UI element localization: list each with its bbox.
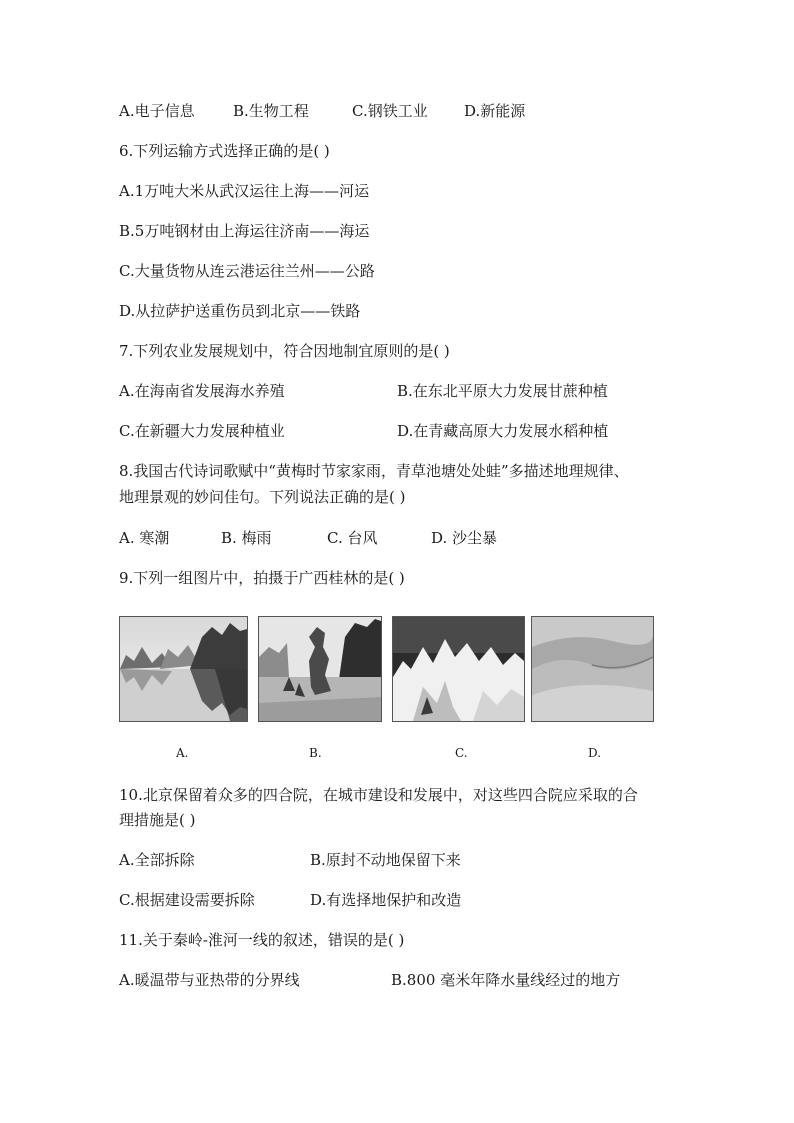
q8-stem-line-1: 8.我国古代诗词歌赋中“黄梅时节家家雨，青草池塘处处蛙”多描述地理规律、: [119, 462, 629, 480]
q11-option-b: B.800 毫米年降水量线经过的地方: [391, 971, 621, 989]
q6-option-d: D.从拉萨护送重伤员到北京——铁路: [119, 302, 361, 320]
q8-option-a: A. 寒潮: [119, 529, 170, 547]
q10-stem-line-1: 10.北京保留着众多的四合院，在城市建设和发展中，对这些四合院应采取的合: [119, 786, 638, 804]
q10-option-d: D.有选择地保护和改造: [310, 891, 462, 909]
q6-option-c: C.大量货物从连云港运往兰州——公路: [119, 262, 375, 280]
q8-option-d: D. 沙尘暴: [431, 529, 498, 547]
photo-a-karst-river: [119, 616, 248, 722]
q8-option-b: B. 梅雨: [221, 529, 272, 547]
photo-c-snow-mountain: [392, 616, 525, 722]
q6-stem: 6.下列运输方式选择正确的是( ): [119, 142, 330, 160]
q7-option-c: C.在新疆大力发展种植业: [119, 422, 285, 440]
q9-caption-b: B.: [309, 746, 322, 760]
q10-option-b: B.原封不动地保留下来: [310, 851, 461, 869]
q6-option-a: A.1万吨大米从武汉运往上海——河运: [119, 182, 370, 200]
q7-option-a: A.在海南省发展海水养殖: [119, 382, 285, 400]
q11-stem: 11.关于秦岭-淮河一线的叙述，错误的是( ): [119, 931, 405, 949]
q9-caption-d: D.: [588, 746, 602, 760]
q8-stem-line-2: 地理景观的妙问佳句。下列说法正确的是( ): [119, 488, 406, 506]
q5-option-b: B.生物工程: [233, 102, 309, 120]
q7-option-b: B.在东北平原大力发展甘蔗种植: [397, 382, 608, 400]
q5-option-c: C.钢铁工业: [352, 102, 428, 120]
q5-option-a: A.电子信息: [119, 102, 195, 120]
q9-caption-a: A.: [176, 746, 189, 760]
q9-stem: 9.下列一组图片中，拍摄于广西桂林的是( ): [119, 569, 405, 587]
photo-d-desert-dunes: [531, 616, 654, 722]
q7-option-d: D.在青藏高原大力发展水稻种植: [397, 422, 609, 440]
q9-caption-c: C.: [455, 746, 468, 760]
q11-option-a: A.暖温带与亚热带的分界线: [119, 971, 300, 989]
q6-option-b: B.5万吨钢材由上海运往济南——海运: [119, 222, 370, 240]
q10-option-c: C.根据建设需要拆除: [119, 891, 255, 909]
q5-option-d: D.新能源: [464, 102, 526, 120]
photo-b-rock-formation: [258, 616, 382, 722]
q7-stem: 7.下列农业发展规划中，符合因地制宜原则的是( ): [119, 342, 450, 360]
q10-stem-line-2: 理措施是( ): [119, 811, 196, 829]
q10-option-a: A.全部拆除: [119, 851, 195, 869]
q8-option-c: C. 台风: [327, 529, 378, 547]
